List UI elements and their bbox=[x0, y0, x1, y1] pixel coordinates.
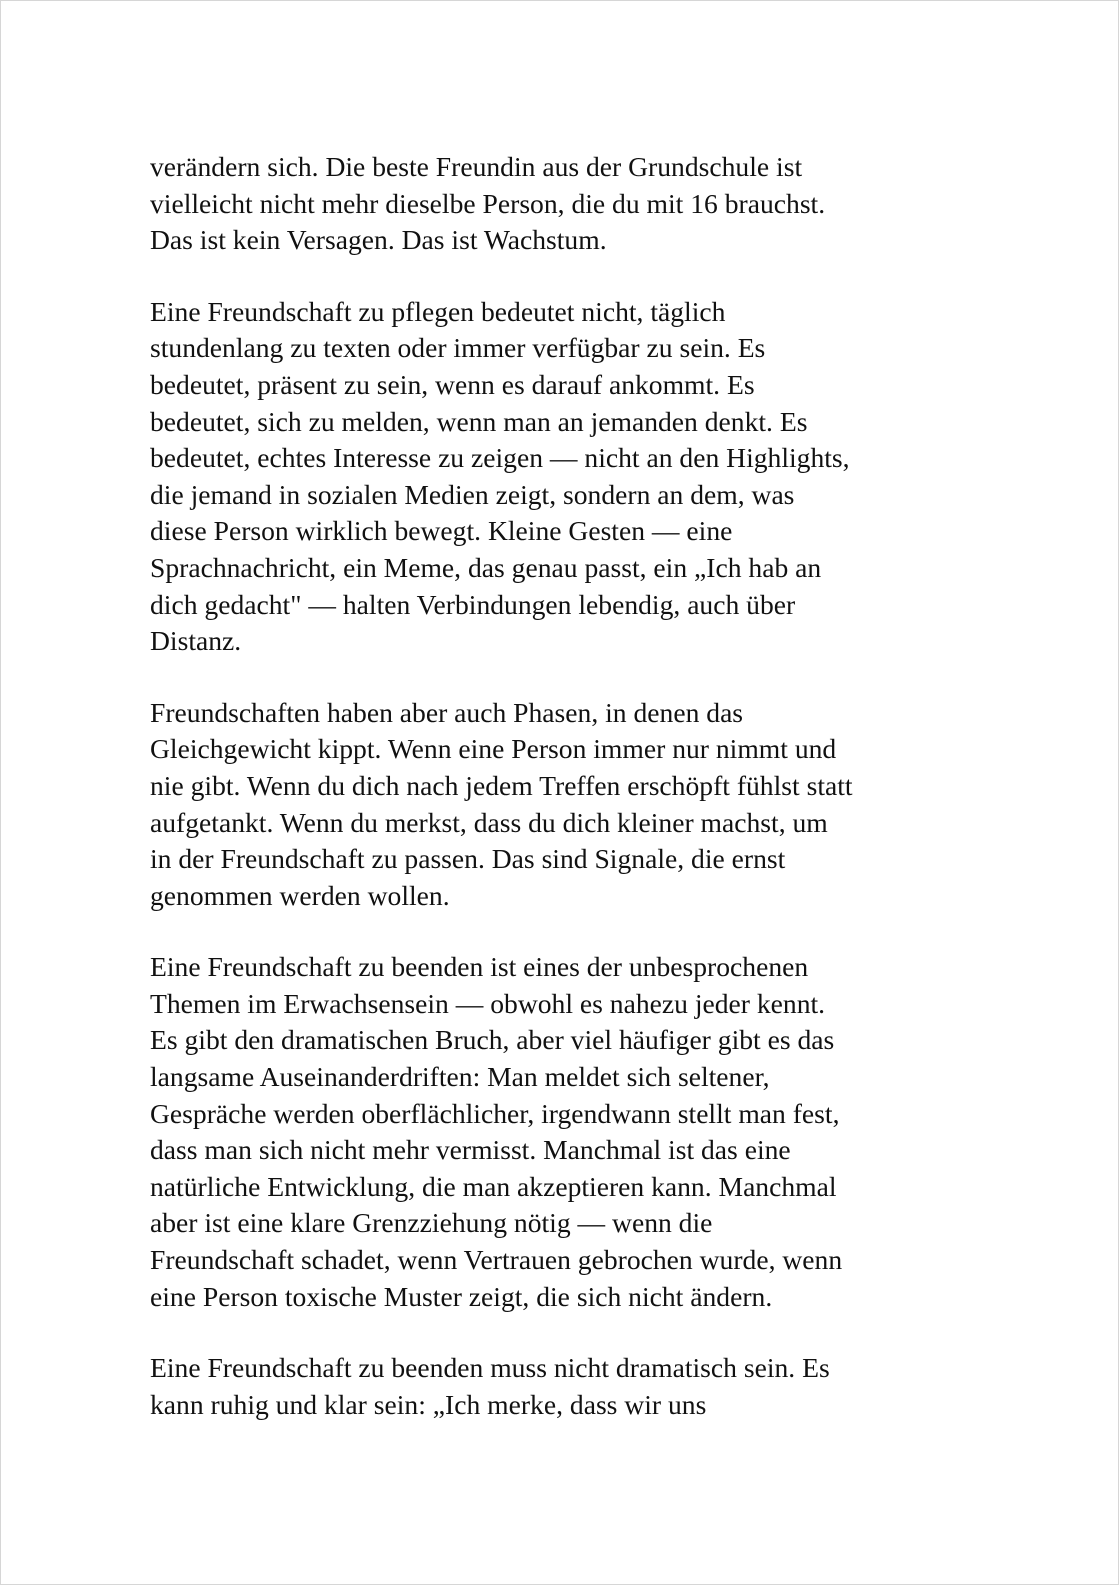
text-line: Sprachnachricht, ein Meme, das genau passt, ein „Ich hab an bbox=[150, 551, 822, 583]
text-line: bedeutet, präsent zu sein, wenn es darauf ankommt. Es bbox=[150, 368, 755, 400]
text-line: aber ist eine klare Grenzziehung nötig — wenn die bbox=[150, 1207, 713, 1239]
text-line: Themen im Erwachsensein — obwohl es nahezu jeder kennt. bbox=[150, 987, 826, 1019]
text-line: vielleicht nicht mehr dieselbe Person, die du mit 16 brauchst. bbox=[150, 187, 826, 219]
paragraph-2 bbox=[150, 294, 970, 660]
text-line: diese Person wirklich bewegt. Kleine Gesten — eine bbox=[150, 515, 733, 547]
text-line: langsame Auseinanderdriften: Man meldet sich seltener, bbox=[150, 1061, 770, 1093]
text-line: genommen werden wollen. bbox=[150, 879, 450, 911]
text-line: die jemand in sozialen Medien zeigt, sondern an dem, was bbox=[150, 478, 795, 510]
text-line: bedeutet, echtes Interesse zu zeigen — nicht an den Highlights, bbox=[150, 442, 850, 474]
text-line: Freundschaften haben aber auch Phasen, in denen das bbox=[150, 696, 744, 728]
text-line: kann ruhig und klar sein: „Ich merke, dass wir uns bbox=[150, 1388, 707, 1420]
text-line: Es gibt den dramatischen Bruch, aber viel häufiger gibt es das bbox=[150, 1024, 835, 1056]
paragraph-3 bbox=[150, 695, 970, 915]
text-line: bedeutet, sich zu melden, wenn man an jemanden denkt. Es bbox=[150, 405, 808, 437]
paragraph-1 bbox=[150, 149, 970, 259]
text-line: Freundschaft schadet, wenn Vertrauen gebrochen wurde, wenn bbox=[150, 1244, 843, 1276]
text-line: Gespräche werden oberflächlicher, irgendwann stellt man fest, bbox=[150, 1097, 840, 1129]
text-line: aufgetankt. Wenn du merkst, dass du dich kleiner machst, um bbox=[150, 806, 828, 838]
text-line: Distanz. bbox=[150, 625, 242, 657]
text-line: nie gibt. Wenn du dich nach jedem Treffen erschöpft fühlst statt bbox=[150, 769, 853, 801]
document-body bbox=[150, 149, 970, 1458]
text-line: Eine Freundschaft zu pflegen bedeutet nicht, täglich bbox=[150, 295, 726, 327]
text-line: dass man sich nicht mehr vermisst. Manchmal ist das eine bbox=[150, 1134, 791, 1166]
text-line: dich gedacht" — halten Verbindungen lebendig, auch über bbox=[150, 588, 796, 620]
paragraph-4 bbox=[150, 949, 970, 1315]
text-line: stundenlang zu texten oder immer verfügbar zu sein. Es bbox=[150, 332, 766, 364]
text-line: Gleichgewicht kippt. Wenn eine Person immer nur nimmt und bbox=[150, 733, 837, 765]
text-line: Eine Freundschaft zu beenden muss nicht dramatisch sein. Es bbox=[150, 1352, 830, 1384]
text-line: eine Person toxische Muster zeigt, die sich nicht ändern. bbox=[150, 1280, 773, 1312]
text-line: verändern sich. Die beste Freundin aus der Grundschule ist bbox=[150, 151, 803, 182]
text-line: Das ist kein Versagen. Das ist Wachstum. bbox=[150, 224, 607, 256]
text-line: natürliche Entwicklung, die man akzeptieren kann. Manchmal bbox=[150, 1170, 837, 1202]
paragraph-5 bbox=[150, 1350, 970, 1423]
text-line: in der Freundschaft zu passen. Das sind Signale, die ernst bbox=[150, 843, 786, 875]
text-line: Eine Freundschaft zu beenden ist eines der unbesprochenen bbox=[150, 951, 809, 983]
